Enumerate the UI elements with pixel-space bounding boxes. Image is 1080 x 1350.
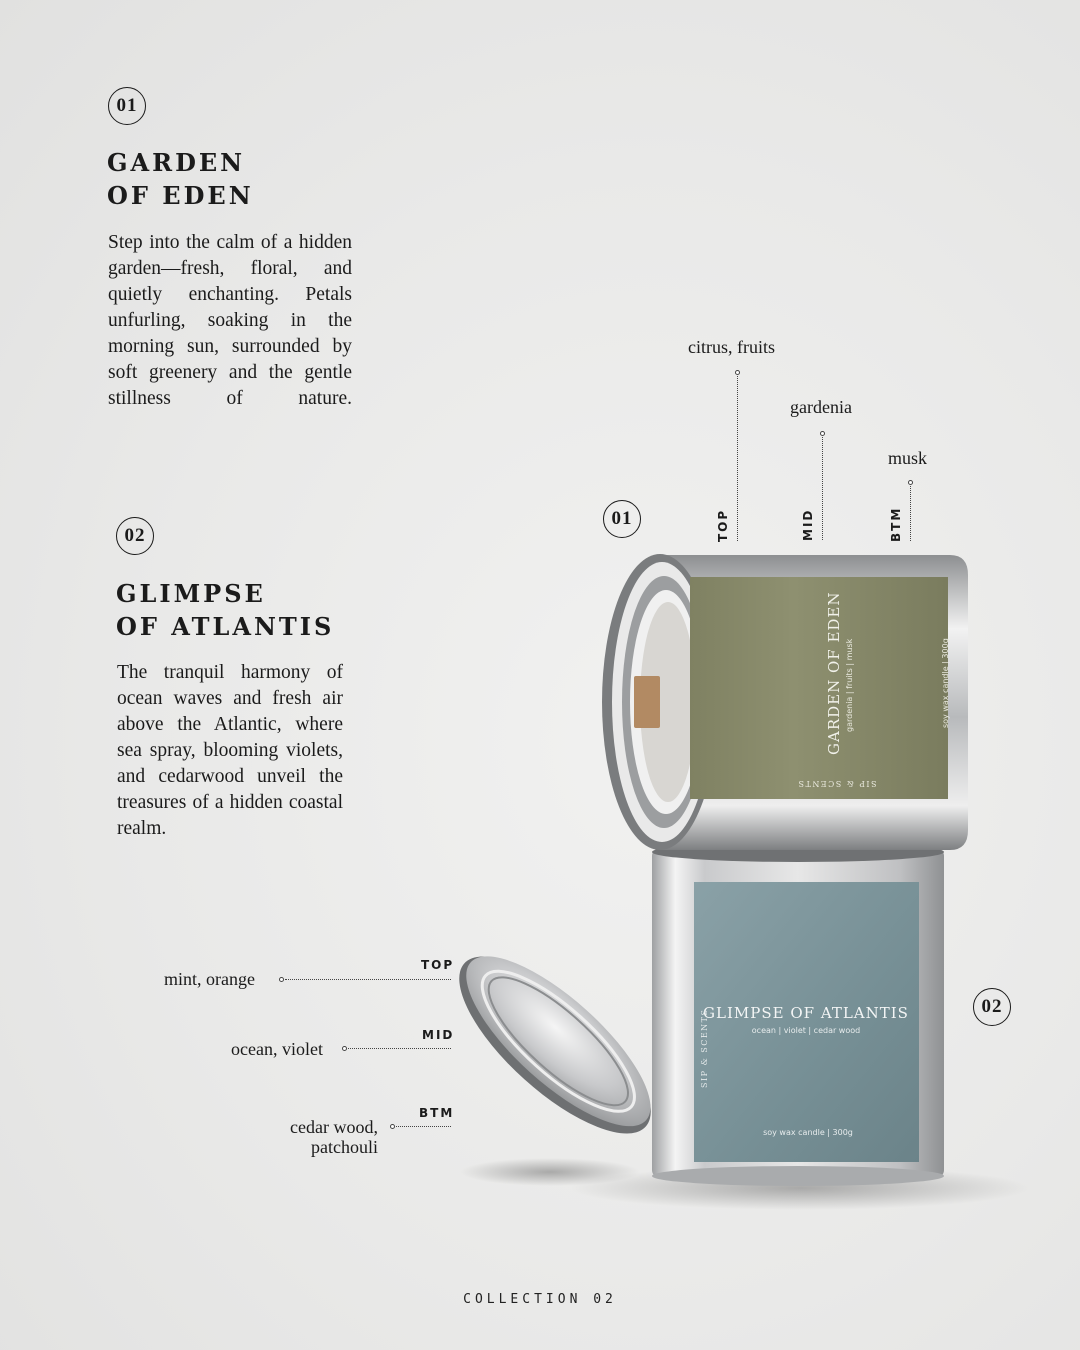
label-type-glimpse-of-atlantis: soy wax candle | 300g [763,1128,853,1137]
lid-shadow [460,1158,640,1186]
note-btm-eden: musk [888,448,928,468]
leader-line-mid-eden [822,437,823,540]
brand-mark-eden: SIP & SCENTS [797,779,877,788]
leader-dot-mid-atlantis [342,1046,347,1051]
label-garden-of-eden [690,577,948,799]
tag-btm-eden: BTM [889,506,903,542]
label-name-garden-of-eden: GARDEN OF EDEN [825,591,843,755]
note-mid-atlantis: ocean, violet [231,1039,323,1059]
note-btm-atlantis-line1: cedar wood, [290,1117,378,1137]
tag-mid-eden: MID [801,508,815,541]
brand-mark-atlantis: SIP & SCENTS [700,1008,709,1088]
product-number-badge-02: 02 [116,517,154,555]
product-title-glimpse-of-atlantis: GLIMPSE OF ATLANTIS [116,579,335,641]
leader-line-btm-eden [910,486,911,541]
collection-footer: COLLECTION 02 [463,1292,617,1307]
tag-mid-atlantis: MID [422,1028,455,1042]
note-btm-atlantis [280,1117,378,1157]
note-top-atlantis: mint, orange [164,969,255,989]
product-description-glimpse-of-atlantis: The tranquil harmony of ocean waves and fresh air above the Atlantic, where sea spray, blooming violets, and cedarwood unveil the treasures of a hidden coastal realm. [117,662,343,839]
leader-dot-btm-atlantis [390,1124,395,1129]
product-number-badge-01: 01 [108,87,146,125]
tag-top-atlantis: TOP [421,958,455,972]
product-title-garden-of-eden: GARDEN OF EDEN [107,148,254,210]
note-btm-atlantis-line2: patchouli [311,1137,378,1157]
leader-dot-top-eden [735,370,740,375]
wooden-wick [634,676,660,728]
leader-dot-mid-eden [820,431,825,436]
label-name-glimpse-of-atlantis: GLIMPSE OF ATLANTIS [703,1004,909,1022]
loose-lid [434,928,678,1160]
label-notes-glimpse-of-atlantis: ocean | violet | cedar wood [751,1026,861,1035]
leader-dot-top-atlantis [279,977,284,982]
tin-number-badge-02: 02 [973,988,1011,1026]
leader-line-mid-atlantis [348,1048,451,1049]
product-description-garden-of-eden: Step into the calm of a hidden garden—fresh, floral, and quietly enchanting. Petals unfurling, soaking in the morning sun, surrounded by soft greenery and the gentle stillness of nature. [108,232,352,409]
tin-number-badge-01: 01 [603,500,641,538]
tin-glimpse-of-atlantis [652,842,944,1186]
tag-top-eden: TOP [716,508,730,542]
note-mid-eden: gardenia [790,397,852,417]
note-top-eden: citrus, fruits [688,337,775,357]
label-type-garden-of-eden: soy wax candle | 300g [941,638,950,728]
leader-line-btm-atlantis [396,1126,451,1127]
leader-dot-btm-eden [908,480,913,485]
label-notes-garden-of-eden: gardenia | fruits | musk [845,638,854,732]
tin-garden-of-eden [602,554,968,850]
leader-line-top-atlantis [285,979,451,980]
label-glimpse-of-atlantis [694,882,919,1162]
tag-btm-atlantis: BTM [419,1106,455,1120]
leader-line-top-eden [737,376,738,541]
